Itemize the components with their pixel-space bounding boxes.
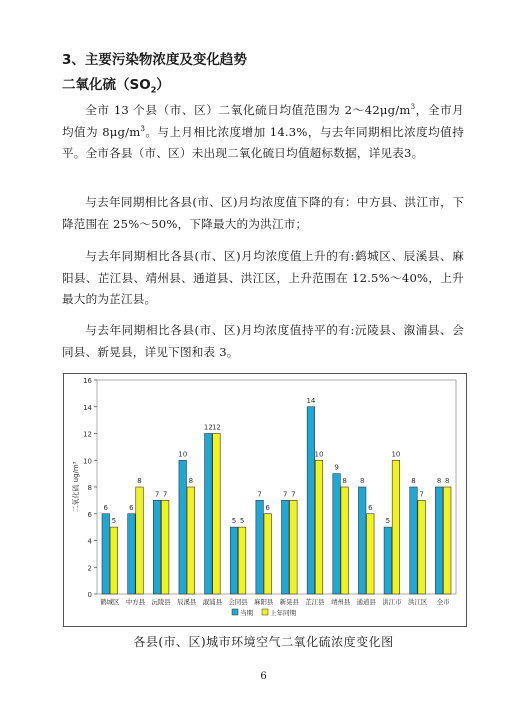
so2-bar-chart [63,373,467,627]
bar-last-year [238,527,246,594]
bar-last-year [161,500,169,594]
x-category-label: 洪江市 [382,598,402,606]
bar-current [205,434,213,595]
x-category-label: 会同县 [228,598,248,606]
bar-value-label: 7 [162,490,168,499]
bar-value-label: 8 [188,477,194,485]
bar-value-label: 8 [411,477,416,485]
bar-value-label: 5 [239,517,245,526]
bar-value-label: 5 [111,517,117,526]
bar-last-year [290,500,298,594]
bar-value-label: 6 [368,503,373,512]
section-heading: 3、主要污染物浓度及变化趋势 [62,52,247,68]
bar-value-label: 10 [314,450,324,459]
x-category-label: 辰溪县 [177,598,197,606]
y-tick-label: 0 [87,591,92,599]
x-category-label: 中方县 [125,598,146,606]
chart-svg [64,374,466,626]
bar-last-year [264,514,272,594]
bar-current [179,460,187,594]
bar-value-label: 6 [103,503,109,512]
subsection-heading: 二氧化硫$(SO_2)$ [62,77,170,95]
bar-value-label: 6 [265,503,270,512]
bar-value-label: 7 [283,490,288,499]
x-category-label: 溆浦县 [202,598,222,606]
bar-current [358,487,366,594]
bar-value-label: 9 [334,463,339,472]
bar-value-label: 5 [385,517,391,526]
bar-value-label: 8 [436,477,442,485]
bar-value-label: 14 [306,396,316,405]
bar-last-year [443,487,451,594]
x-category-label: 新晃县 [279,598,299,606]
x-category-label: 麻阳县 [254,598,274,606]
y-tick-label: 2 [87,564,92,573]
legend-label-last-year: 上年同期 [270,609,296,617]
bar-current [410,487,418,594]
legend-swatch-last-year [262,609,268,615]
bar-last-year [136,487,144,594]
paragraph-summary: 全市 13 个县（市、区）二氧化硫日均值范围为 $2\sim 42\mu g/m^3$，全市月均值为 $8\mu g/m^3$。与上月相比浓度增加 14.3%，与去年同期相比浓度均值持平。全市各县（市、区）未出现二氧化硫日均值超标数据，详见表3。 [62,103,464,160]
bar-value-label: 8 [137,477,142,485]
bar-value-label: 7 [419,490,424,499]
bar-last-year [187,487,195,594]
paragraph-increase: 与去年同期相比各县(市、区)月均浓度值上升的有:鹤城区、辰溪县、麻阳县、芷江县、靖州县、通道县、洪江区，上升范围在 12.5%～40%，上升最大的为芷江县。 [62,249,464,306]
paragraph-flat: 与去年同期相比各县(市、区)月均浓度值持平的有:沅陵县、溆浦县、会同县、新晃县，详见下图和表 3。 [62,323,464,359]
bar-value-label: 8 [342,477,347,485]
bar-value-label: 5 [231,517,237,526]
bar-value-label: 8 [444,477,450,485]
bar-last-year [315,460,323,594]
legend-label-current: 当期 [240,609,253,617]
bar-value-label: 12 [211,423,221,432]
y-tick-label: 10 [83,457,92,466]
bar-current [333,474,341,594]
bar-value-label: 10 [178,450,188,459]
legend-swatch-current [232,609,238,615]
bar-current [256,500,264,594]
bar-current [282,500,290,594]
bar-value-label: 7 [154,490,160,499]
bar-last-year [392,460,400,594]
bar-current [384,527,392,594]
bar-value-label: 12 [203,423,213,432]
plot-frame [97,380,456,594]
bar-current [153,500,161,594]
bar-value-label: 10 [391,450,401,459]
y-tick-label: 14 [83,403,92,412]
bar-current [128,514,136,594]
x-category-label: 洪江区 [407,598,428,606]
x-category-label: 芷江县 [305,598,325,606]
bar-last-year [341,487,349,594]
y-tick-label: 12 [83,430,92,439]
x-category-label: 通道县 [356,598,376,606]
bar-value-label: 7 [257,490,262,499]
x-category-label: 全市 [436,598,450,606]
x-category-label: 靖州县 [331,598,351,606]
bar-current [307,407,315,594]
page-number: 6 [260,671,267,682]
y-axis-label: 二氧化硫 ug/m³ [72,461,80,513]
bar-value-label: 8 [359,477,365,485]
bar-value-label: 7 [291,490,296,499]
bar-last-year [418,500,426,594]
y-tick-label: 4 [87,537,92,546]
y-tick-label: 6 [87,510,92,519]
bar-last-year [213,434,221,595]
x-category-label: 鹤城区 [100,598,120,606]
bar-current [102,514,110,594]
bar-value-label: 6 [129,503,134,512]
y-tick-label: 16 [83,377,92,385]
bar-current [230,527,238,594]
x-category-label: 沅陵县 [151,598,171,606]
y-tick-label: 8 [87,484,92,492]
bar-last-year [367,514,375,594]
bar-current [435,487,443,594]
paragraph-decrease: 与去年同期相比各县(市、区)月均浓度值下降的有：中方县、洪江市，下降范围在 25%～50%，下降最大的为洪江市； [62,195,464,231]
bar-last-year [110,527,118,594]
figure-caption: 各县(市、区)城市环境空气二氧化硫浓度变化图 [133,635,394,649]
